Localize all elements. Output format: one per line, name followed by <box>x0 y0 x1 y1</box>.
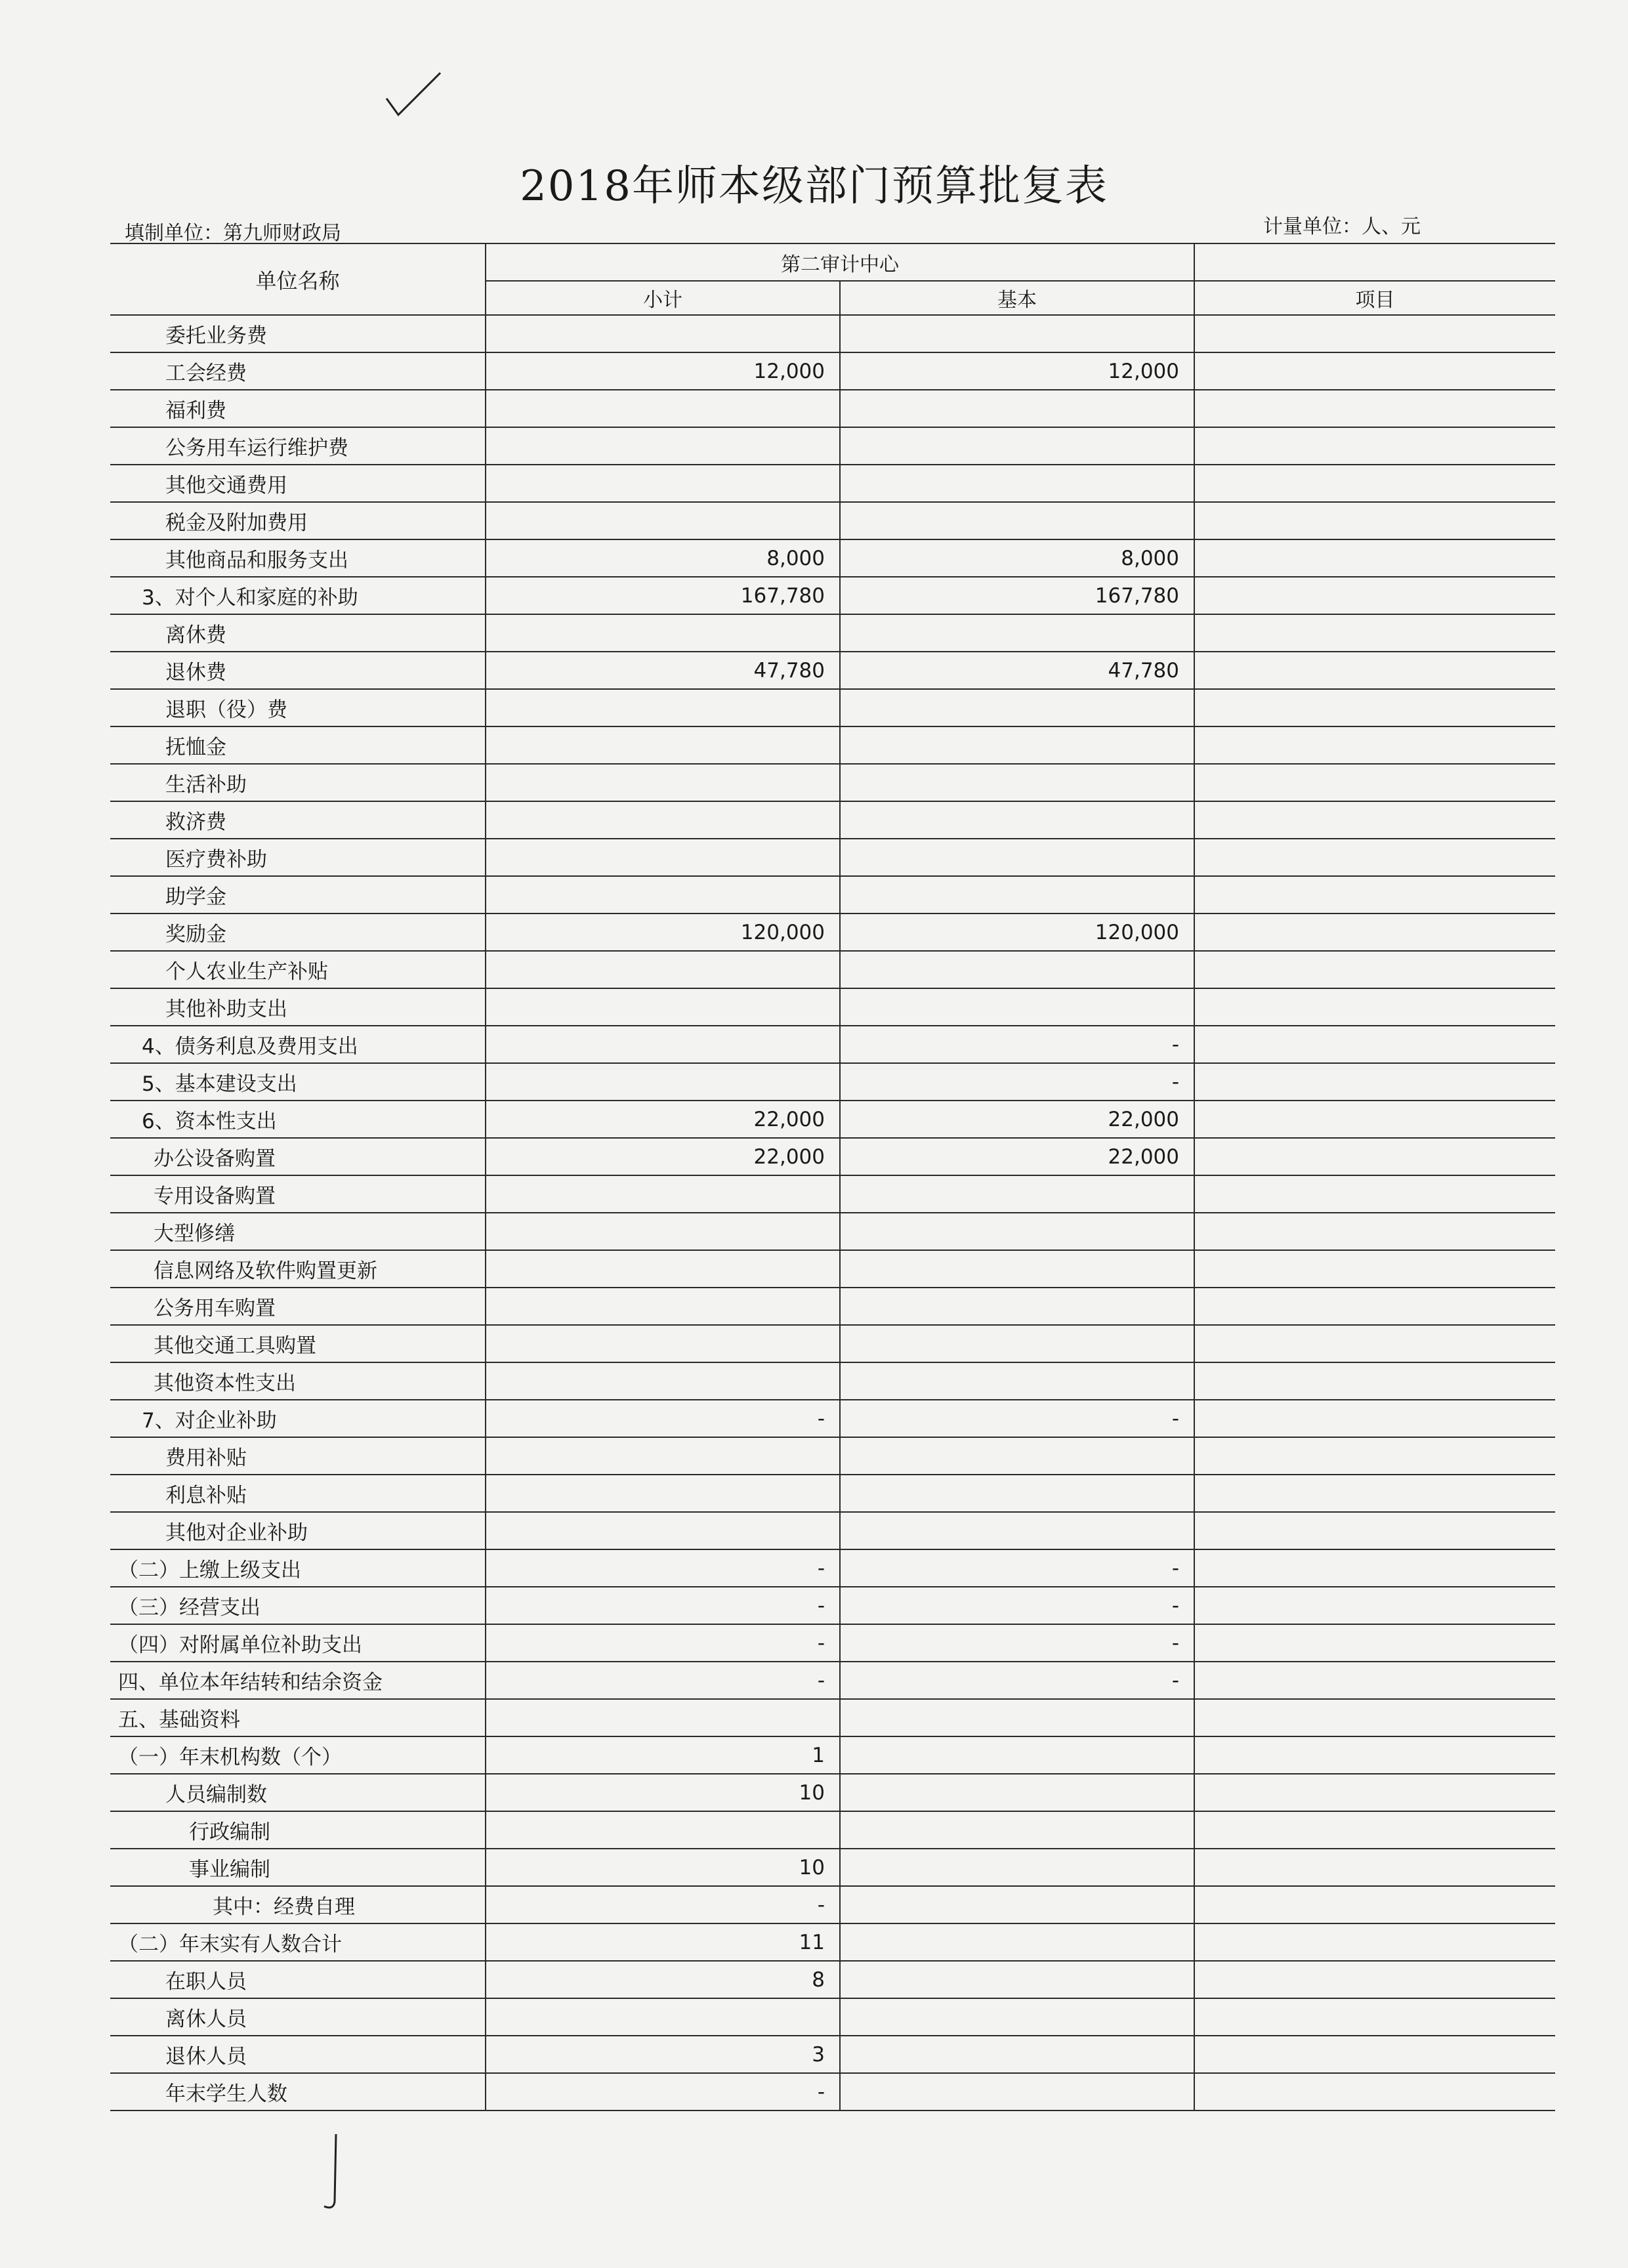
row-project <box>1194 465 1555 502</box>
row-basic: 167,780 <box>840 577 1194 614</box>
row-subtotal <box>486 1213 840 1250</box>
row-basic: - <box>840 1587 1194 1624</box>
row-project <box>1194 1437 1555 1475</box>
row-subtotal: - <box>486 1400 840 1437</box>
row-name: 医疗费补助 <box>110 839 486 876</box>
row-subtotal <box>486 1811 840 1849</box>
row-project <box>1194 726 1555 764</box>
row-basic: - <box>840 1026 1194 1063</box>
row-name: 5、基本建设支出 <box>110 1063 486 1101</box>
row-project <box>1194 1512 1555 1549</box>
table-row <box>110 876 1555 914</box>
row-basic <box>840 726 1194 764</box>
row-basic <box>840 876 1194 914</box>
row-project <box>1194 390 1555 427</box>
row-name: 4、债务利息及费用支出 <box>110 1026 486 1063</box>
row-basic <box>840 390 1194 427</box>
table-row <box>110 1736 1555 1774</box>
row-name: 生活补助 <box>110 764 486 801</box>
row-name: 人员编制数 <box>110 1774 486 1811</box>
row-subtotal <box>486 1026 840 1063</box>
table-row <box>110 689 1555 726</box>
table-row <box>110 1175 1555 1213</box>
row-subtotal <box>486 726 840 764</box>
row-project <box>1194 1923 1555 1961</box>
row-name: 其他交通工具购置 <box>110 1325 486 1362</box>
row-subtotal: 11 <box>486 1923 840 1961</box>
row-subtotal <box>486 764 840 801</box>
table-row <box>110 1250 1555 1288</box>
row-name: 抚恤金 <box>110 726 486 764</box>
row-basic <box>840 465 1194 502</box>
row-project <box>1194 614 1555 652</box>
row-name: 7、对企业补助 <box>110 1400 486 1437</box>
row-name: 3、对个人和家庭的补助 <box>110 577 486 614</box>
row-basic <box>840 1736 1194 1774</box>
unit-name-header: 单位名称 <box>110 243 486 315</box>
row-basic <box>840 1849 1194 1886</box>
row-basic <box>840 1475 1194 1512</box>
row-project <box>1194 1213 1555 1250</box>
row-subtotal <box>486 1512 840 1549</box>
row-project <box>1194 652 1555 689</box>
row-project <box>1194 1138 1555 1175</box>
table-row <box>110 2036 1555 2073</box>
row-basic: - <box>840 1063 1194 1101</box>
table-row <box>110 1849 1555 1886</box>
row-name: （一）年末机构数（个） <box>110 1736 486 1774</box>
row-project <box>1194 876 1555 914</box>
row-basic <box>840 1437 1194 1475</box>
row-basic: 8,000 <box>840 539 1194 577</box>
row-subtotal: 167,780 <box>486 577 840 614</box>
row-name: 退休人员 <box>110 2036 486 2073</box>
row-basic <box>840 1362 1194 1400</box>
row-subtotal <box>486 390 840 427</box>
table-row <box>110 539 1555 577</box>
group-header-blank <box>1194 243 1555 281</box>
row-project <box>1194 1063 1555 1101</box>
budget-table <box>110 243 1555 2111</box>
row-project <box>1194 1624 1555 1662</box>
table-row <box>110 352 1555 390</box>
row-name: 公务用车运行维护费 <box>110 427 486 465</box>
row-subtotal <box>486 689 840 726</box>
page-title: 2018年师本级部门预算批复表 <box>520 162 1108 211</box>
row-name: 个人农业生产补贴 <box>110 951 486 988</box>
row-basic: 22,000 <box>840 1138 1194 1175</box>
row-basic: - <box>840 1400 1194 1437</box>
row-basic <box>840 839 1194 876</box>
row-basic <box>840 1774 1194 1811</box>
row-subtotal: 22,000 <box>486 1101 840 1138</box>
row-name: 办公设备购置 <box>110 1138 486 1175</box>
row-project <box>1194 1587 1555 1624</box>
row-subtotal: - <box>486 1624 840 1662</box>
row-project <box>1194 839 1555 876</box>
row-project <box>1194 502 1555 539</box>
row-project <box>1194 1288 1555 1325</box>
row-name: 年末学生人数 <box>110 2073 486 2110</box>
row-project <box>1194 1699 1555 1736</box>
row-name: 在职人员 <box>110 1961 486 1998</box>
row-basic <box>840 1512 1194 1549</box>
table-row <box>110 315 1555 352</box>
row-subtotal <box>486 1998 840 2036</box>
table-row <box>110 1998 1555 2036</box>
table-row <box>110 1774 1555 1811</box>
row-project <box>1194 427 1555 465</box>
row-subtotal <box>486 951 840 988</box>
row-basic <box>840 764 1194 801</box>
row-project <box>1194 1998 1555 2036</box>
row-subtotal: - <box>486 2073 840 2110</box>
project-header: 项目 <box>1194 281 1555 315</box>
row-subtotal: 12,000 <box>486 352 840 390</box>
table-row <box>110 951 1555 988</box>
row-basic <box>840 614 1194 652</box>
fill-unit: 填制单位：第九师财政局 <box>125 222 341 245</box>
row-basic <box>840 801 1194 839</box>
row-name: 其他资本性支出 <box>110 1362 486 1400</box>
table-row <box>110 2073 1555 2110</box>
row-basic <box>840 315 1194 352</box>
row-project <box>1194 1325 1555 1362</box>
table-row <box>110 988 1555 1026</box>
row-name: 其他补助支出 <box>110 988 486 1026</box>
table-row <box>110 726 1555 764</box>
row-name: 离休费 <box>110 614 486 652</box>
row-basic <box>840 1288 1194 1325</box>
row-subtotal: 1 <box>486 1736 840 1774</box>
table-row <box>110 914 1555 951</box>
row-basic <box>840 951 1194 988</box>
row-basic: 22,000 <box>840 1101 1194 1138</box>
table-row <box>110 1699 1555 1736</box>
header-row-group <box>110 243 1555 281</box>
table-row <box>110 577 1555 614</box>
row-name: （三）经营支出 <box>110 1587 486 1624</box>
row-basic <box>840 1325 1194 1362</box>
row-basic <box>840 1811 1194 1849</box>
row-basic <box>840 1250 1194 1288</box>
table-row <box>110 614 1555 652</box>
row-project <box>1194 2073 1555 2110</box>
row-project <box>1194 914 1555 951</box>
row-project <box>1194 1101 1555 1138</box>
table-row <box>110 1138 1555 1175</box>
row-subtotal: 10 <box>486 1774 840 1811</box>
row-name: 退职（役）费 <box>110 689 486 726</box>
row-subtotal: - <box>486 1587 840 1624</box>
row-project <box>1194 1662 1555 1699</box>
row-name: 离休人员 <box>110 1998 486 2036</box>
row-subtotal: 47,780 <box>486 652 840 689</box>
table-row <box>110 1400 1555 1437</box>
subtotal-header: 小计 <box>486 281 840 315</box>
row-name: 税金及附加费用 <box>110 502 486 539</box>
row-project <box>1194 1250 1555 1288</box>
row-basic: 47,780 <box>840 652 1194 689</box>
row-basic <box>840 502 1194 539</box>
row-subtotal <box>486 1250 840 1288</box>
measure-unit: 计量单位：人、元 <box>1263 215 1421 238</box>
table-row <box>110 1886 1555 1923</box>
row-subtotal <box>486 1288 840 1325</box>
row-project <box>1194 1736 1555 1774</box>
row-subtotal <box>486 1437 840 1475</box>
row-subtotal <box>486 1175 840 1213</box>
row-subtotal <box>486 1699 840 1736</box>
row-subtotal <box>486 876 840 914</box>
table-row <box>110 1437 1555 1475</box>
row-name: 救济费 <box>110 801 486 839</box>
row-project <box>1194 539 1555 577</box>
row-name: 利息补贴 <box>110 1475 486 1512</box>
row-name: （二）上缴上级支出 <box>110 1549 486 1587</box>
row-subtotal <box>486 1063 840 1101</box>
table-row <box>110 652 1555 689</box>
row-project <box>1194 352 1555 390</box>
table-row <box>110 1063 1555 1101</box>
table-row <box>110 502 1555 539</box>
table-row <box>110 764 1555 801</box>
row-subtotal: - <box>486 1549 840 1587</box>
row-subtotal: 120,000 <box>486 914 840 951</box>
row-project <box>1194 689 1555 726</box>
row-basic <box>840 1998 1194 2036</box>
row-project <box>1194 2036 1555 2073</box>
table-row <box>110 1325 1555 1362</box>
row-subtotal <box>486 1475 840 1512</box>
table-row <box>110 1961 1555 1998</box>
row-project <box>1194 1475 1555 1512</box>
row-name: 行政编制 <box>110 1811 486 1849</box>
row-subtotal <box>486 465 840 502</box>
row-subtotal <box>486 427 840 465</box>
row-subtotal: 10 <box>486 1849 840 1886</box>
row-basic <box>840 2036 1194 2073</box>
row-name: 奖励金 <box>110 914 486 951</box>
table-row <box>110 1811 1555 1849</box>
table-row <box>110 1288 1555 1325</box>
table-row <box>110 1026 1555 1063</box>
row-subtotal: 22,000 <box>486 1138 840 1175</box>
table-row <box>110 801 1555 839</box>
row-name: 福利费 <box>110 390 486 427</box>
row-subtotal <box>486 988 840 1026</box>
row-name: 四、单位本年结转和结余资金 <box>110 1662 486 1699</box>
row-subtotal <box>486 315 840 352</box>
row-subtotal <box>486 839 840 876</box>
row-project <box>1194 1362 1555 1400</box>
row-basic <box>840 689 1194 726</box>
basic-header: 基本 <box>840 281 1194 315</box>
row-basic <box>840 1923 1194 1961</box>
row-basic <box>840 1175 1194 1213</box>
row-name: 费用补贴 <box>110 1437 486 1475</box>
checkmark-icon <box>384 69 443 121</box>
table-row <box>110 839 1555 876</box>
row-name: 退休费 <box>110 652 486 689</box>
row-project <box>1194 764 1555 801</box>
table-row <box>110 1213 1555 1250</box>
table-row <box>110 1923 1555 1961</box>
row-project <box>1194 988 1555 1026</box>
row-subtotal: 3 <box>486 2036 840 2073</box>
row-project <box>1194 577 1555 614</box>
row-name: 事业编制 <box>110 1849 486 1886</box>
row-subtotal <box>486 502 840 539</box>
table-row <box>110 1512 1555 1549</box>
row-project <box>1194 315 1555 352</box>
row-project <box>1194 1886 1555 1923</box>
row-project <box>1194 1774 1555 1811</box>
row-project <box>1194 1849 1555 1886</box>
row-basic <box>840 1699 1194 1736</box>
table-row <box>110 1101 1555 1138</box>
row-name: 信息网络及软件购置更新 <box>110 1250 486 1288</box>
row-project <box>1194 1175 1555 1213</box>
row-name: 助学金 <box>110 876 486 914</box>
table-row <box>110 1587 1555 1624</box>
row-basic <box>840 427 1194 465</box>
pen-mark-icon <box>316 2133 346 2218</box>
row-basic: - <box>840 1662 1194 1699</box>
row-subtotal: - <box>486 1886 840 1923</box>
table-row <box>110 390 1555 427</box>
row-name: 大型修缮 <box>110 1213 486 1250</box>
table-row <box>110 1475 1555 1512</box>
row-project <box>1194 1811 1555 1849</box>
row-project <box>1194 951 1555 988</box>
row-subtotal: 8 <box>486 1961 840 1998</box>
row-name: 委托业务费 <box>110 315 486 352</box>
row-subtotal <box>486 1325 840 1362</box>
row-subtotal <box>486 801 840 839</box>
row-name: （四）对附属单位补助支出 <box>110 1624 486 1662</box>
row-name: （二）年末实有人数合计 <box>110 1923 486 1961</box>
row-subtotal: - <box>486 1662 840 1699</box>
table-row <box>110 1624 1555 1662</box>
row-name: 专用设备购置 <box>110 1175 486 1213</box>
row-project <box>1194 1026 1555 1063</box>
row-basic: 120,000 <box>840 914 1194 951</box>
group-header: 第二审计中心 <box>486 243 1194 281</box>
row-project <box>1194 1961 1555 1998</box>
row-basic: 12,000 <box>840 352 1194 390</box>
table-row <box>110 1662 1555 1699</box>
row-subtotal <box>486 1362 840 1400</box>
row-project <box>1194 801 1555 839</box>
table-row <box>110 1549 1555 1587</box>
row-project <box>1194 1400 1555 1437</box>
row-name: 其他对企业补助 <box>110 1512 486 1549</box>
table-row <box>110 465 1555 502</box>
row-basic: - <box>840 1624 1194 1662</box>
row-name: 其他商品和服务支出 <box>110 539 486 577</box>
row-basic <box>840 1213 1194 1250</box>
row-basic <box>840 1961 1194 1998</box>
table-row <box>110 427 1555 465</box>
row-basic: - <box>840 1549 1194 1587</box>
row-subtotal: 8,000 <box>486 539 840 577</box>
row-name: 其他交通费用 <box>110 465 486 502</box>
table-row <box>110 1362 1555 1400</box>
row-name: 6、资本性支出 <box>110 1101 486 1138</box>
row-name: 五、基础资料 <box>110 1699 486 1736</box>
row-name: 公务用车购置 <box>110 1288 486 1325</box>
row-name: 工会经费 <box>110 352 486 390</box>
row-project <box>1194 1549 1555 1587</box>
row-basic <box>840 2073 1194 2110</box>
row-subtotal <box>486 614 840 652</box>
row-name: 其中：经费自理 <box>110 1886 486 1923</box>
row-basic <box>840 988 1194 1026</box>
row-basic <box>840 1886 1194 1923</box>
